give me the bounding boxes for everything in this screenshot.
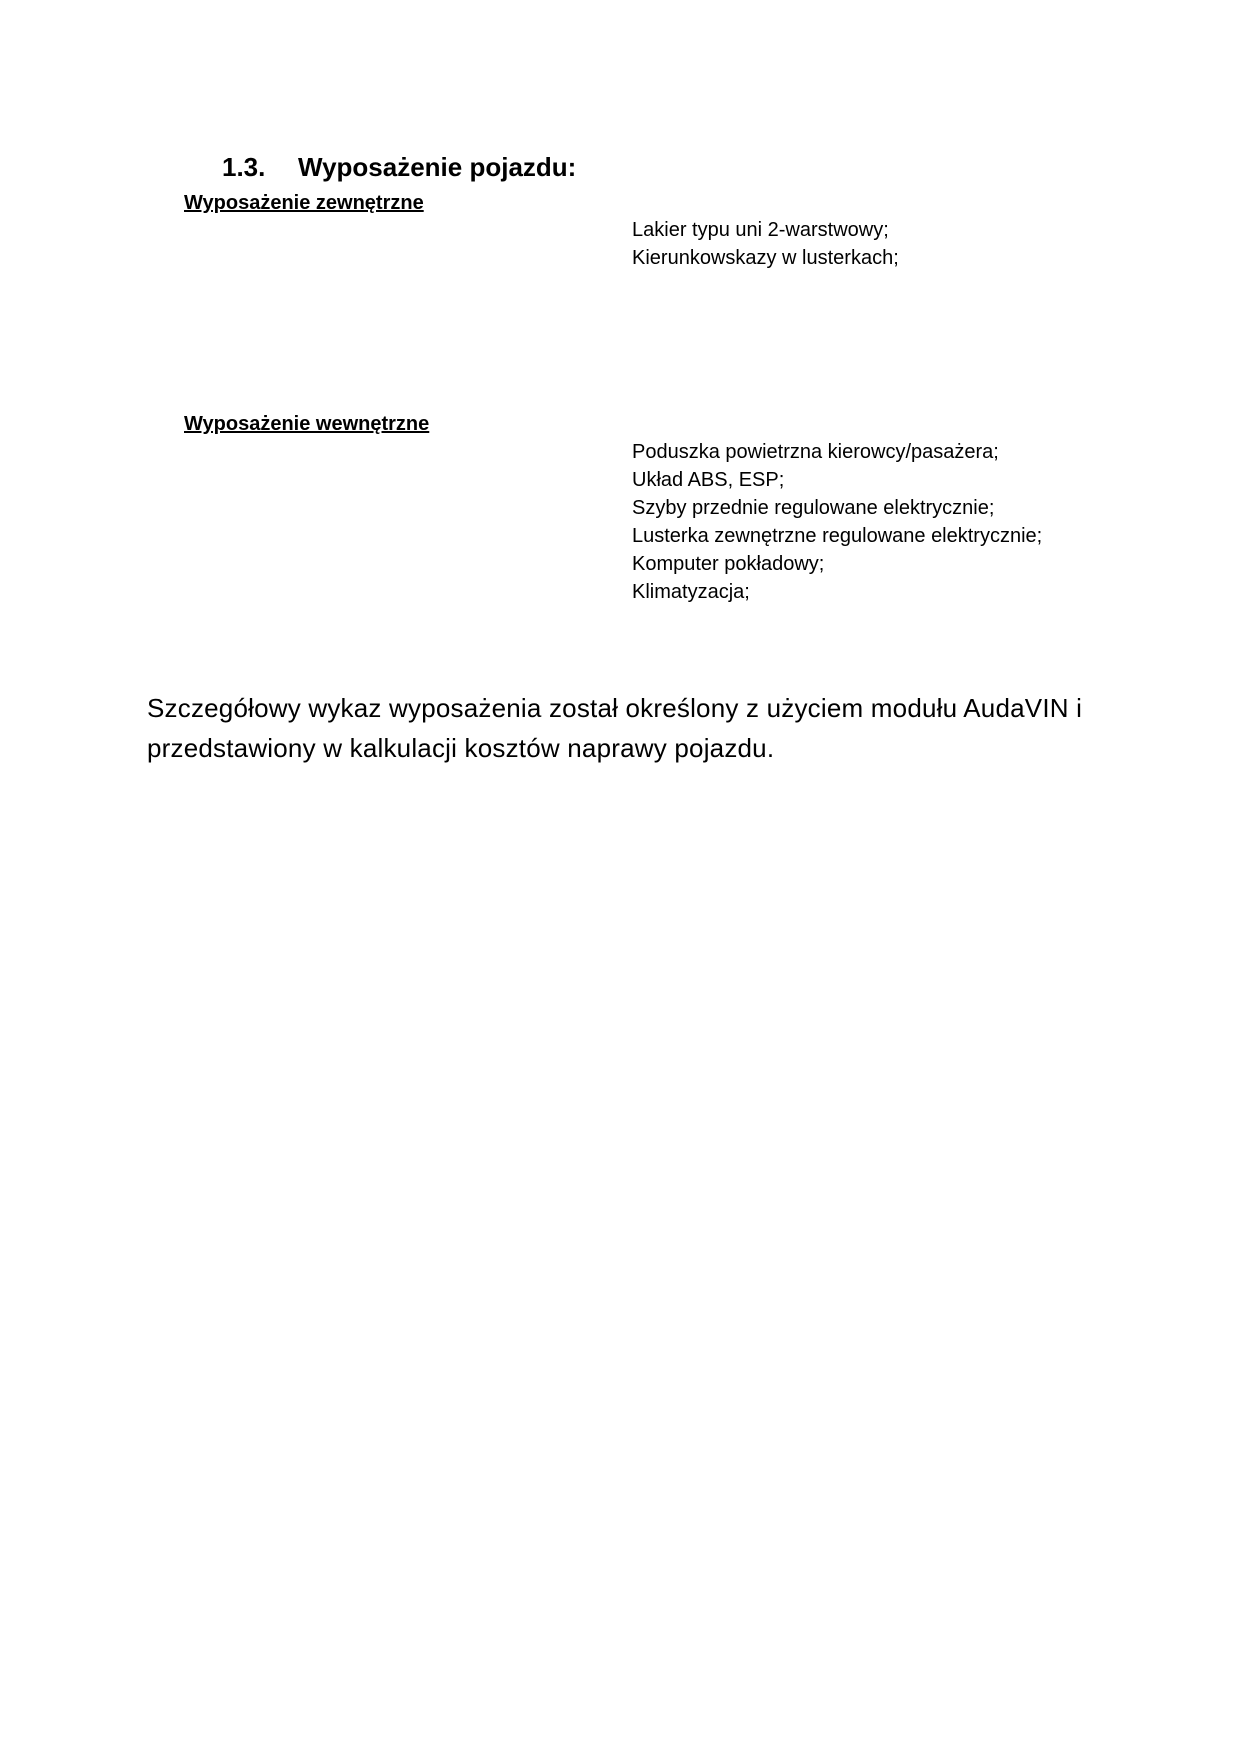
summary-paragraph: Szczegółowy wykaz wyposażenia został określony z użyciem modułu AudaVIN i przedstawiony w kalkulacji kosztów naprawy pojazdu. <box>147 693 1083 763</box>
interior-equipment-label: Wyposażenie wewnętrzne <box>184 413 430 435</box>
interior-equipment-list <box>632 438 1052 606</box>
section-heading <box>222 150 576 184</box>
list-item: Układ ABS, ESP; <box>632 469 785 491</box>
section-title: Wyposażenie pojazdu: <box>298 152 577 182</box>
list-item: Lakier typu uni 2-warstwowy; <box>632 219 889 241</box>
list-item: Kierunkowskazy w lusterkach; <box>632 247 899 269</box>
list-item: Klimatyzacja; <box>632 581 750 603</box>
list-item: Poduszka powietrzna kierowcy/pasażera; <box>632 441 999 463</box>
exterior-equipment-list <box>632 216 1052 272</box>
list-item: Lusterka zewnętrzne regulowane elektrycznie; <box>632 525 1043 547</box>
list-item: Szyby przednie regulowane elektrycznie; <box>632 497 995 519</box>
exterior-equipment-label: Wyposażenie zewnętrzne <box>184 192 424 214</box>
section-number: 1.3. <box>222 152 266 182</box>
list-item: Komputer pokładowy; <box>632 553 825 575</box>
